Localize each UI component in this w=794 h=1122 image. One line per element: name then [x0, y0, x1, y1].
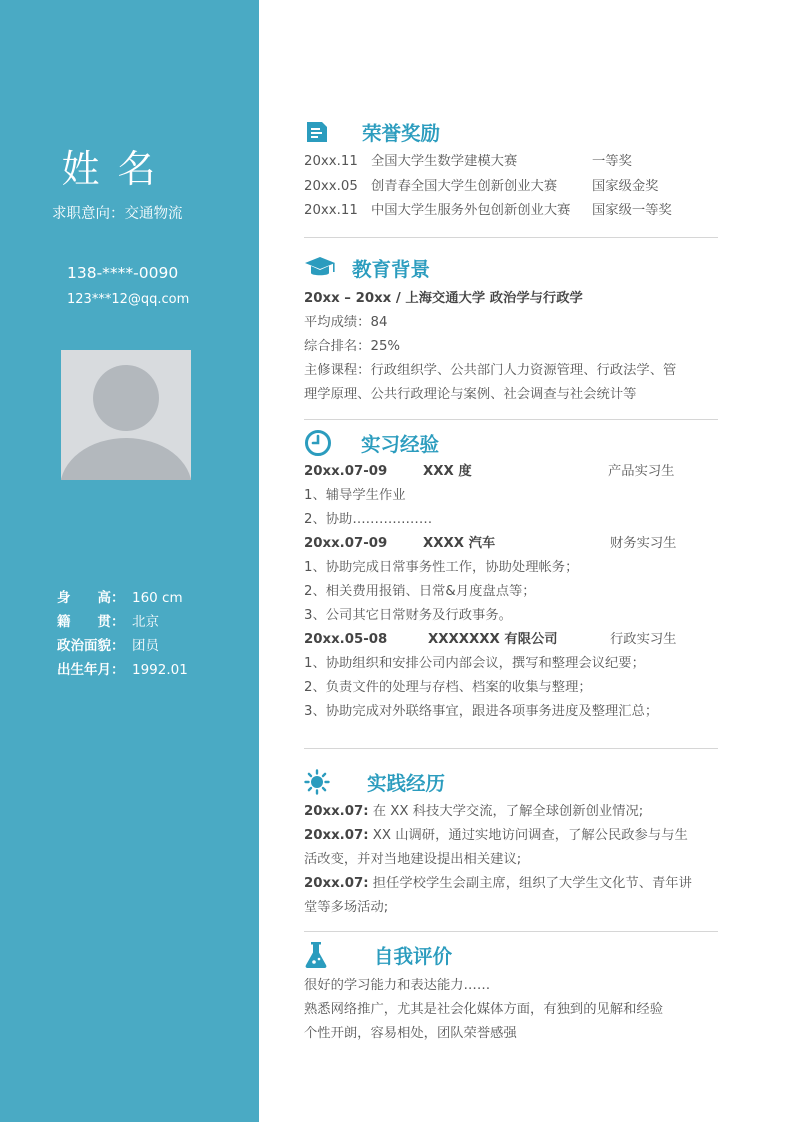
- practice-date: 20xx.07:: [304, 828, 369, 843]
- candidate-name: 姓名: [61, 147, 174, 191]
- job-company: XXX 度: [423, 464, 472, 479]
- job-duty: 2、协助………………: [304, 512, 433, 527]
- info-value: 北京: [132, 614, 159, 630]
- clock-icon: [304, 429, 332, 457]
- practice-date: 20xx.07:: [304, 876, 369, 891]
- practice-item: [304, 872, 692, 896]
- honor-date: 20xx.11: [304, 154, 358, 169]
- section-practice-header: [304, 768, 445, 796]
- info-row-height: [57, 586, 188, 610]
- section-title: 实习经验: [361, 433, 440, 456]
- practice-text-cont: 堂等多场活动;: [304, 900, 389, 915]
- job-date: 20xx.07-09: [304, 536, 388, 551]
- info-value: 团员: [132, 638, 159, 654]
- honor-name: 创青春全国大学生创新创业大赛: [371, 179, 558, 194]
- sidebar: [0, 0, 259, 1122]
- info-row-hometown: [57, 610, 188, 634]
- practice-item: [304, 800, 643, 824]
- info-label: 出生年月：: [57, 662, 125, 678]
- info-value: 160 cm: [132, 590, 183, 606]
- practice-text: 在 XX 科技大学交流，了解全球创新创业情况;: [372, 804, 644, 819]
- honor-name: 全国大学生数学建模大赛: [371, 154, 518, 169]
- honor-date: 20xx.05: [304, 179, 358, 194]
- info-value: 1992.01: [132, 662, 188, 678]
- info-label: 政治面貌：: [57, 638, 125, 654]
- job-duty: 1、辅导学生作业: [304, 488, 406, 503]
- honor-award: 国家级金奖: [592, 179, 659, 194]
- honor-award: 一等奖: [592, 154, 632, 169]
- job-company: XXXXXXX 有限公司: [428, 632, 558, 647]
- job-duty: 3、协助完成对外联络事宜，跟进各项事务进度及整理汇总；: [304, 704, 659, 719]
- info-row-birth: [57, 658, 188, 682]
- honor-name: 中国大学生服务外包创新创业大赛: [371, 203, 571, 218]
- job-date: 20xx.05-08: [304, 632, 388, 647]
- self-eval-line: 熟悉网络推广，尤其是社会化媒体方面，有独到的见解和经验: [304, 1002, 664, 1017]
- education-headline: 20xx – 20xx / 上海交通大学 政治学与行政学: [304, 291, 583, 306]
- section-title: 实践经历: [367, 772, 446, 795]
- honor-award: 国家级一等奖: [592, 203, 672, 218]
- education-courses: 理学原理、公共行政理论与案例、社会调查与社会统计等: [304, 387, 637, 402]
- section-internship-header: [304, 429, 439, 457]
- job-intent-label: 求职意向：: [52, 206, 125, 222]
- sun-icon: [304, 769, 330, 795]
- job-intent: [52, 202, 183, 223]
- job-date: 20xx.07-09: [304, 464, 388, 479]
- self-eval-line: 很好的学习能力和表达能力……: [304, 978, 491, 993]
- job-duty: 2、负责文件的处理与存档、档案的收集与整理；: [304, 680, 592, 695]
- job-duty: 1、协助组织和安排公司内部会议，撰写和整理会议纪要；: [304, 656, 645, 671]
- section-divider: [304, 237, 718, 238]
- education-gpa: 平均成绩：84: [304, 315, 388, 330]
- section-title: 自我评价: [374, 945, 453, 968]
- education-courses: 主修课程：行政组织学、公共部门人力资源管理、行政法学、管: [304, 363, 677, 378]
- flask-icon: [304, 941, 328, 969]
- certificate-icon: [304, 119, 330, 145]
- job-role: 产品实习生: [608, 464, 675, 479]
- job-duty: 1、协助完成日常事务性工作，协助处理帐务；: [304, 560, 579, 575]
- section-divider: [304, 419, 718, 420]
- section-honors-header: [304, 118, 440, 146]
- info-label: 身 高：: [57, 590, 125, 606]
- section-title: 教育背景: [352, 258, 431, 281]
- job-intent-value: 交通物流: [124, 206, 183, 222]
- practice-text-cont: 活改变，并对当地建设提出相关建议;: [304, 852, 522, 867]
- avatar-placeholder-icon: [61, 350, 191, 480]
- section-self-header: [304, 941, 452, 969]
- job-role: 行政实习生: [610, 632, 677, 647]
- phone-number: 138-****-0090: [67, 264, 179, 282]
- job-company: XXXX 汽车: [423, 536, 496, 551]
- practice-text: XX 山调研，通过实地访问调查，了解公民政参与与生: [372, 828, 688, 843]
- avatar: [61, 350, 191, 480]
- practice-date: 20xx.07:: [304, 804, 369, 819]
- graduation-cap-icon: [304, 255, 336, 281]
- info-label: 籍 贯：: [57, 614, 125, 630]
- job-duty: 3、公司其它日常财务及行政事务。: [304, 608, 512, 623]
- education-rank: 综合排名：25%: [304, 339, 401, 354]
- section-divider: [304, 931, 718, 932]
- section-title: 荣誉奖励: [362, 122, 441, 145]
- section-education-header: [304, 254, 430, 282]
- email-address: 123***12@qq.com: [67, 292, 190, 307]
- job-duty: 2、相关费用报销、日常&月度盘点等；: [304, 584, 536, 599]
- info-row-political: [57, 634, 188, 658]
- self-eval-line: 个性开朗，容易相处，团队荣誉感强: [304, 1026, 517, 1041]
- personal-info: [57, 586, 188, 682]
- section-divider: [304, 748, 718, 749]
- job-role: 财务实习生: [610, 536, 677, 551]
- practice-text: 担任学校学生会副主席，组织了大学生文化节、青年讲: [372, 876, 692, 891]
- honor-date: 20xx.11: [304, 203, 358, 218]
- practice-item: [304, 824, 688, 848]
